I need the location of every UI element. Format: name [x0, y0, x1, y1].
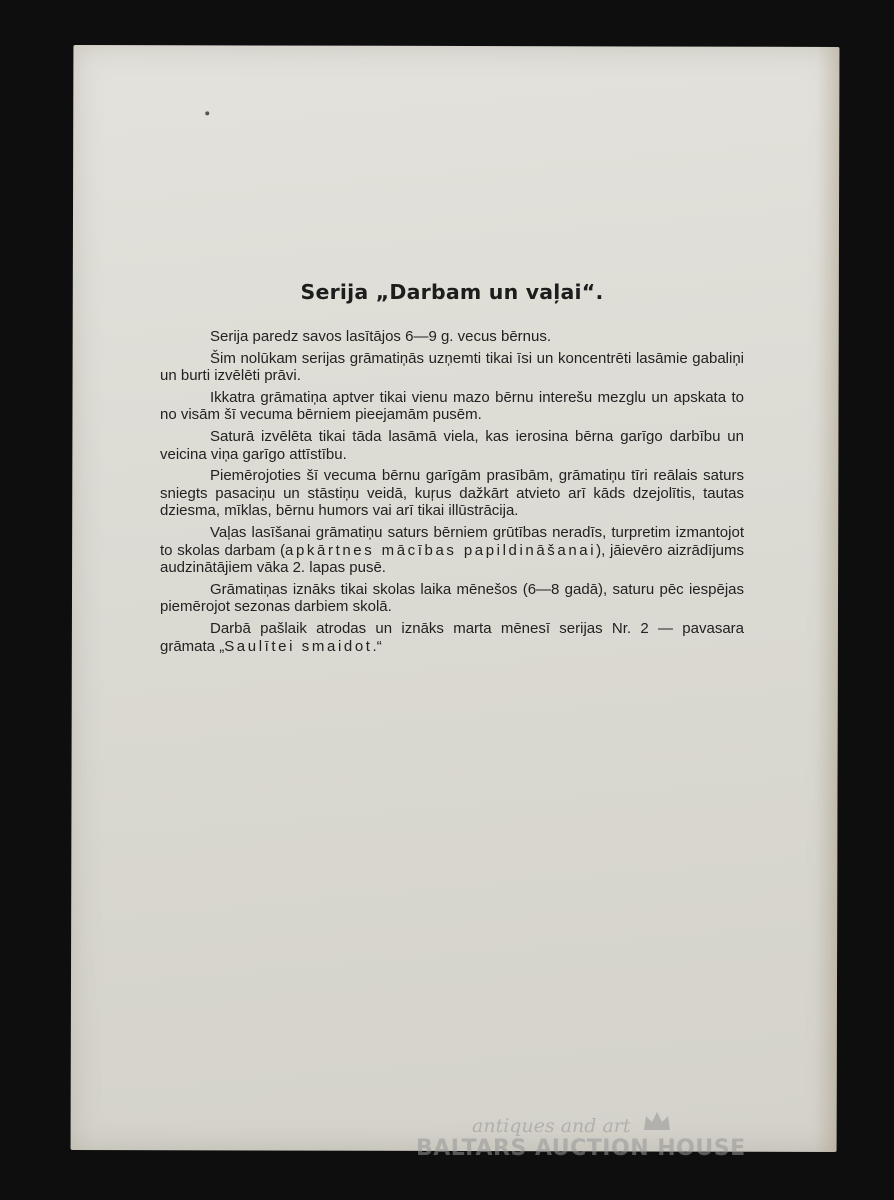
paragraph-age: Serija paredz savos lasītājos 6—9 g. vecus bērnus. [210, 328, 552, 345]
paragraph-reading-material: Saturā izvēlēta tikai tāda lasāmā viela, kas ierosina bērna garīgo darbību un veicina viņa garīgo attīstību. [160, 427, 744, 463]
watermark-brand: BALTARS AUCTION HOUSE [416, 1136, 746, 1161]
next-issue-spaced-title: Saulītei smaidot [224, 637, 373, 655]
paragraph-content-format: Šim nolūkam serijas grāmatiņās uzņemti tikai īsi un koncentrēti lasāmie gabaliņi un burti izvēlēti prāvi. [160, 349, 744, 385]
school-use-text-end: ), jāievēro aizrādījums audzinātājiem vāka 2. lapas pusē. [160, 541, 744, 577]
paragraph-interest-topic: Ikkatra grāmatiņa aptver tikai vienu mazo bērnu interešu mezglu un apskata to no visām šī vecuma bērniem pieejamām pusēm. [160, 388, 744, 424]
paragraph-school-use [160, 524, 744, 577]
watermark-tagline: antiques and art [472, 1115, 631, 1137]
document-body [160, 280, 744, 659]
school-use-text-start: Vaļas lasīšanai grāmatiņu saturs bērniem grūtības neradīs, turpretim izmantojot to skolas darbam ( [160, 523, 744, 559]
ink-spot [205, 111, 209, 115]
series-title: Serija „Darbam un vaļai“. [300, 280, 604, 304]
paragraph-publication-schedule: Grāmatiņas iznāks tikai skolas laika mēnešos (6—8 gadā), saturu pēc iespējas piemērojot sezonas darbiem skolā. [160, 580, 744, 616]
paragraph-story-form: Piemērojoties šī vecuma bērnu garīgām prasībām, grāmatiņu tīri reālais saturs sniegts pasaciņu un stāstiņu veidā, kuŗus dažkārt atvieto arī kāds dzejolītis, tautas dziesma, mīklas, bērnu humors vai arī tikai illūstrācija. [160, 467, 744, 520]
crown-icon [642, 1110, 672, 1132]
paragraph-next-issue [160, 620, 744, 655]
next-issue-text-end: .“ [372, 637, 382, 655]
school-use-spaced-phrase: apkārtnes mācības papildināšanai [285, 541, 597, 559]
auction-watermark [414, 1110, 814, 1170]
next-issue-text-start: Darbā pašlaik atrodas un iznāks marta mēnesī serijas Nr. 2 — pavasara grāmata „ [160, 619, 744, 655]
